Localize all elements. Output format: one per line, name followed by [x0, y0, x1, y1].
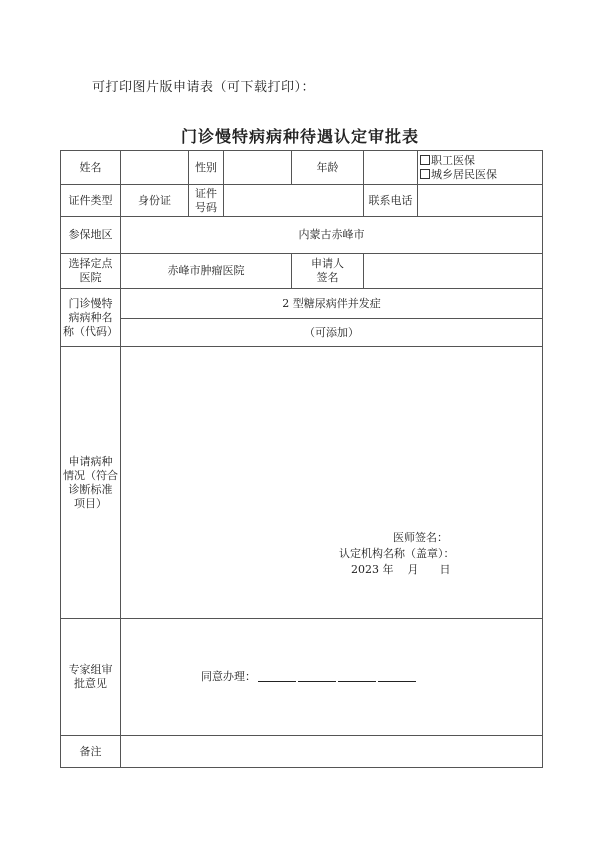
approve-blank[interactable] [338, 671, 376, 682]
disease-add[interactable]: （可添加） [121, 319, 543, 347]
gender-label: 性别 [189, 151, 224, 185]
org-name: 认定机构名称（盖章）： [339, 547, 455, 560]
age-field[interactable] [364, 151, 418, 185]
application-content[interactable] [121, 347, 543, 619]
name-label: 姓名 [61, 151, 121, 185]
checkbox-icon[interactable] [420, 169, 430, 179]
row-remark [61, 736, 543, 768]
row-application [61, 347, 543, 619]
row-hospital [61, 254, 543, 289]
approve-blank[interactable] [298, 671, 336, 682]
row-expert [61, 619, 543, 736]
hospital-value: 赤峰市肿瘤医院 [121, 254, 292, 289]
remark-field[interactable] [121, 736, 543, 768]
row-basic-info [61, 151, 543, 185]
region-label: 参保地区 [61, 217, 121, 254]
checkbox-icon[interactable] [420, 155, 430, 165]
approve-text: 同意办理： [201, 670, 256, 683]
insurance-option-resident[interactable]: 城乡居民医保 [420, 168, 540, 182]
id-type-label: 证件类型 [61, 185, 121, 217]
age-label: 年龄 [292, 151, 364, 185]
gender-field[interactable] [224, 151, 292, 185]
id-number-label: 证件 号码 [189, 185, 224, 217]
expert-opinion[interactable] [121, 619, 543, 736]
disease-value: 2 型糖尿病伴并发症 [121, 289, 543, 319]
application-label: 申请病种 情况（符合 诊断标准 项目） [61, 347, 121, 619]
intro-text: 可打印图片版申请表（可下载打印）： [92, 80, 316, 95]
doctor-sign: 医师签名： [393, 531, 448, 544]
phone-field[interactable] [418, 185, 543, 217]
insurance-option-employee[interactable]: 职工医保 [420, 154, 540, 168]
row-id-info [61, 185, 543, 217]
region-value: 内蒙古赤峰市 [121, 217, 543, 254]
applicant-sign-field[interactable] [364, 254, 543, 289]
approve-blank[interactable] [378, 671, 416, 682]
form-title: 门诊慢特病病种待遇认定审批表 [180, 127, 419, 146]
remark-label: 备注 [61, 736, 121, 768]
row-disease-add [61, 319, 543, 347]
row-region [61, 217, 543, 254]
approval-form-table [60, 150, 543, 768]
name-field[interactable] [121, 151, 189, 185]
expert-label: 专家组审 批意见 [61, 619, 121, 736]
phone-label: 联系电话 [364, 185, 418, 217]
approve-blank[interactable] [258, 671, 296, 682]
insurance-type-cell [418, 151, 543, 185]
approval-date: 2023 年 月 日 [351, 563, 451, 576]
applicant-sign-label: 申请人 签名 [292, 254, 364, 289]
id-number-field[interactable] [224, 185, 364, 217]
disease-label: 门诊慢特 病病种名 称（代码） [61, 289, 121, 347]
hospital-label: 选择定点 医院 [61, 254, 121, 289]
row-disease [61, 289, 543, 319]
id-type-value: 身份证 [121, 185, 189, 217]
